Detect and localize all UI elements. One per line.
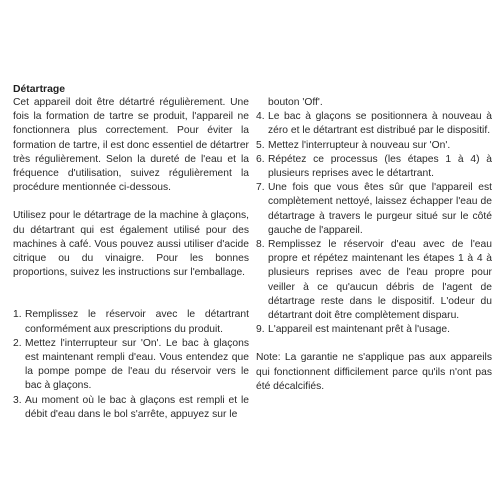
step-text: Répétez ce processus (les étapes 1 à 4) à plusieurs reprises avec le détartrant. [268, 153, 492, 180]
step-item [256, 181, 492, 238]
step-item [13, 308, 249, 336]
step-number: 9. [256, 324, 265, 336]
intro-paragraph: Cet appareil doit être détartré régulièrement. Une fois la formation de tartre se produit, l'appareil ne fonctionnera plus correctement. Pour éviter la formation de tartre, il est donc essentiel de détartrer très régulièrement. Selon la dureté de l'eau et la fréquence d'utilisation, suivez régulièrement la procédure mentionnée ci-dessous. [13, 97, 249, 194]
usage-paragraph: Utilisez pour le détartrage de la machine à glaçons, du détartrant qui est également utilisé pour des machines à café. Vous pouvez aussi utiliser d'acide citrique ou du vinaigre. Pour les bonnes proportions, suivez les instructions sur l'emballage. [13, 210, 249, 279]
steps-list-left [13, 308, 249, 422]
step-item [256, 238, 492, 323]
step-number: 8. [256, 239, 265, 251]
step-item [256, 323, 492, 337]
step-3-continuation: bouton 'Off'. [268, 97, 323, 108]
step-text: Une fois que vous êtes sûr que l'appareil est complètement nettoyé, laissez échapper l'eau de détartrage à travers le purgeur situé sur le côté gauche de l'appareil. [268, 182, 492, 236]
steps-list-right [256, 110, 492, 337]
step-number: 1. [13, 309, 22, 321]
step-item [13, 337, 249, 394]
step-text: Remplissez le réservoir avec le détartrant conformément aux prescriptions du produit. [25, 309, 249, 335]
step-number: 2. [13, 337, 22, 349]
step-item [256, 153, 492, 181]
step-text: Mettez l'interrupteur sur 'On'. Le bac à glaçons est maintenant rempli d'eau. Vous entendez que la pompe pompe de l'eau du réservoir vers le bac à glaçons. [25, 337, 249, 392]
warranty-note: Note: La garantie ne s'applique pas aux appareils qui fonctionnent difficilement parce qu'ils n'ont pas été décalcifiés. [256, 352, 492, 392]
step-text: Au moment où le bac à glaçons est rempli et le débit d'eau dans le bol s'arrête, appuyez sur le [25, 394, 249, 420]
step-item [13, 394, 249, 422]
step-item [256, 110, 492, 138]
left-column [13, 96, 249, 422]
step-text: L'appareil est maintenant prêt à l'usage. [268, 324, 450, 336]
step-number: 6. [256, 153, 265, 165]
step-number: 5. [256, 139, 265, 151]
step-number: 3. [13, 394, 22, 406]
section-title: Détartrage [13, 84, 65, 95]
step-text: Le bac à glaçons se positionnera à nouveau à zéro et le détartrant est distribué par le dispositif. [268, 111, 492, 137]
step-text: Remplissez le réservoir d'eau avec de l'eau propre et répétez maintenant les étapes 1 à 4 à plusieurs reprises avec de l'eau propre pour veiller à ce qu'aucun débris de l'agent de détartrage reste dans le dispositif. L'odeur du détartrant doit être complètement disparu. [268, 239, 492, 322]
step-number: 4. [256, 111, 265, 123]
right-column [256, 96, 492, 404]
step-number: 7. [256, 182, 265, 194]
step-text: Mettez l'interrupteur à nouveau sur 'On'. [268, 139, 451, 151]
step-item [256, 139, 492, 153]
